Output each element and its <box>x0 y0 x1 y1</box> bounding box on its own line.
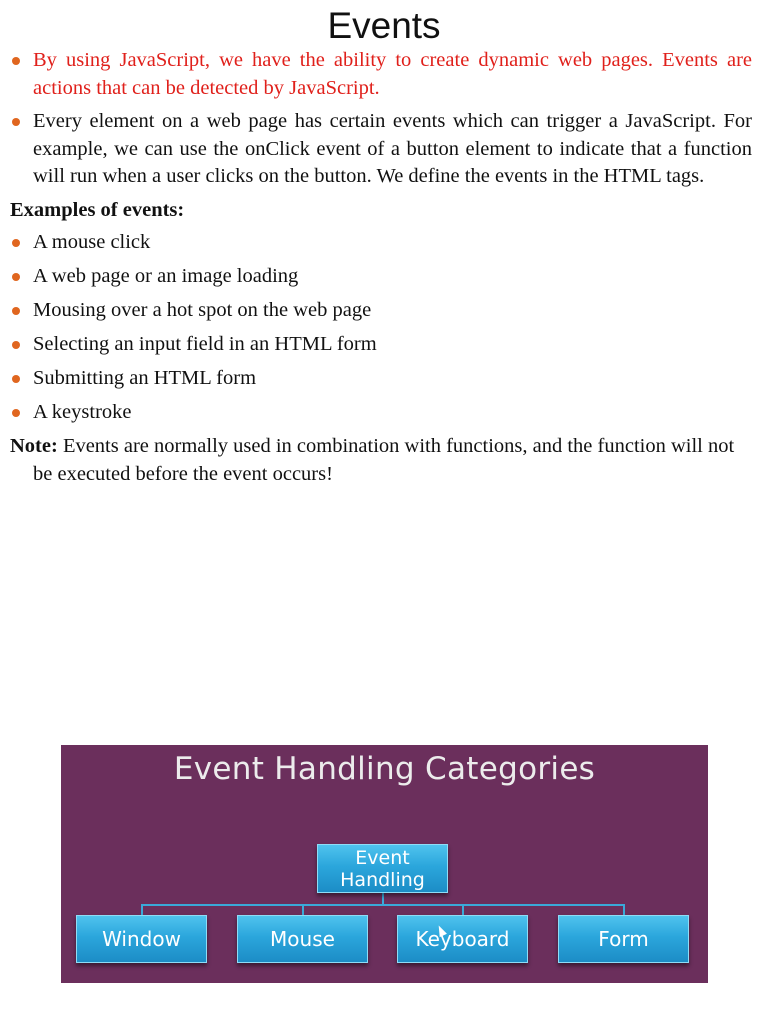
bullet-icon <box>12 273 20 281</box>
example-item <box>10 331 752 359</box>
slide-content <box>10 47 752 488</box>
intro-bullet <box>10 47 752 102</box>
bullet-icon <box>12 239 20 247</box>
event-handling-label-line2: Handling <box>340 868 425 891</box>
event-handling-label-line1: Event <box>355 846 410 869</box>
form-label: Form <box>598 927 649 951</box>
intro-bullet <box>10 108 752 191</box>
note-paragraph <box>10 433 752 488</box>
example-item-text: A mouse click <box>33 231 151 253</box>
note-label: Note: <box>10 435 58 457</box>
example-item-text: Submitting an HTML form <box>33 367 257 389</box>
window-label: Window <box>102 927 181 951</box>
intro-bullet-text: By using JavaScript, we have the ability to create dynamic web pages. Events are actions that can be detected by JavaScript. <box>33 49 752 99</box>
examples-heading: Examples of events: <box>10 198 185 221</box>
event-handling-diagram <box>61 745 708 983</box>
bullet-icon <box>12 341 20 349</box>
example-item <box>10 297 752 325</box>
example-item-text: A web page or an image loading <box>33 265 299 287</box>
bullet-icon <box>12 118 20 126</box>
diagram-title: Event Handling Categories <box>173 751 596 787</box>
keyboard-label: Keyboard <box>415 927 510 951</box>
example-item-text: A keystroke <box>33 401 132 423</box>
form-box <box>558 915 689 963</box>
example-item <box>10 263 752 291</box>
bullet-icon <box>12 409 20 417</box>
mouse-box <box>237 915 368 963</box>
example-item-text: Selecting an input field in an HTML form <box>33 333 377 355</box>
example-item-text: Mousing over a hot spot on the web page <box>33 299 372 321</box>
window-box <box>76 915 207 963</box>
example-item <box>10 365 752 393</box>
bullet-icon <box>12 57 20 65</box>
connector-horizontal <box>141 904 625 906</box>
note-text: Events are normally used in combination with functions, and the function will not be executed before the event occurs! <box>33 435 735 485</box>
event-handling-box <box>317 844 448 893</box>
mouse-label: Mouse <box>270 927 335 951</box>
page-title: Events <box>327 5 441 46</box>
intro-bullet-text: Every element on a web page has certain events which can trigger a JavaScript. For example, we can use the onClick event of a button element to indicate that a function will run when a user clicks on the button. We define the events in the HTML tags. <box>33 110 752 187</box>
bullet-icon <box>12 375 20 383</box>
example-item <box>10 399 752 427</box>
bullet-icon <box>12 307 20 315</box>
example-item <box>10 229 752 257</box>
keyboard-box <box>397 915 528 963</box>
